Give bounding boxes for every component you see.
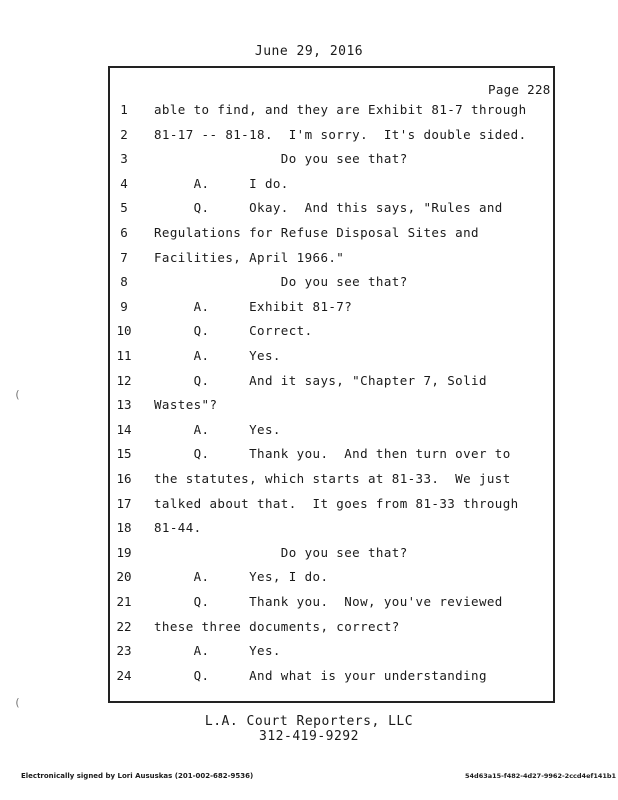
line-number: 4	[120, 175, 128, 191]
line-number: 20	[116, 569, 132, 585]
line-text: Do you see that?	[154, 274, 408, 290]
transcript-line	[0, 348, 618, 368]
page-number: Page 228	[488, 82, 551, 97]
line-text: Facilities, April 1966."	[154, 249, 345, 265]
line-text: 81-44.	[154, 520, 202, 536]
line-number: 18	[116, 520, 132, 536]
line-text: 81-17 -- 81-18. I'm sorry. It's double sided.	[154, 126, 527, 142]
transcript-line	[0, 250, 618, 270]
transcript-line	[0, 323, 618, 343]
scan-mark: (	[14, 696, 21, 709]
esig-right: 54d63a15-f482-4d27-9962-2ccd4ef141b1	[465, 772, 617, 780]
line-number: 21	[116, 594, 132, 609]
line-text: A. Exhibit 81-7?	[154, 298, 353, 314]
line-text: A. I do.	[154, 175, 289, 191]
esig-left: Electronically signed by Lori Aususkas (201-002-682-9536)	[21, 772, 254, 780]
line-number: 2	[120, 126, 128, 142]
transcript-line	[0, 668, 618, 688]
transcript-line	[0, 520, 618, 540]
transcript-line	[0, 225, 618, 245]
line-text: A. Yes.	[154, 421, 281, 437]
line-text: Q. And it says, "Chapter 7, Solid	[154, 372, 487, 388]
line-number: 22	[116, 618, 132, 634]
line-text: able to find, and they are Exhibit 81-7 through	[154, 102, 527, 117]
transcript-line	[0, 619, 618, 639]
line-number: 24	[116, 667, 132, 683]
transcript-line	[0, 373, 618, 393]
transcript-line	[0, 274, 618, 294]
line-number: 8	[120, 274, 128, 290]
transcript-line	[0, 446, 618, 466]
transcript-line	[0, 176, 618, 196]
line-text: Regulations for Refuse Disposal Sites and	[154, 225, 479, 240]
line-number: 23	[116, 643, 132, 659]
line-number: 1	[120, 102, 128, 117]
line-number: 3	[120, 151, 128, 167]
line-text: A. Yes.	[154, 348, 281, 363]
transcript-line	[0, 496, 618, 516]
line-text: Do you see that?	[154, 151, 408, 167]
line-text: A. Yes.	[154, 643, 281, 659]
line-number: 14	[116, 421, 132, 437]
line-number: 17	[116, 495, 132, 511]
line-text: Q. Thank you. Now, you've reviewed	[154, 594, 503, 609]
transcript-line	[0, 643, 618, 663]
line-text: Q. Thank you. And then turn over to	[154, 446, 511, 462]
transcript-line	[0, 127, 618, 147]
transcript-line	[0, 102, 618, 122]
transcript-line	[0, 471, 618, 491]
line-number: 11	[116, 348, 132, 363]
line-number: 7	[120, 249, 128, 265]
transcript-line	[0, 422, 618, 442]
transcript-line	[0, 594, 618, 614]
line-text: the statutes, which starts at 81-33. We just	[154, 471, 511, 486]
line-text: Wastes"?	[154, 397, 218, 413]
transcript-line	[0, 569, 618, 589]
header-date: June 29, 2016	[254, 44, 364, 59]
line-number: 16	[116, 471, 132, 486]
line-number: 13	[116, 397, 132, 413]
line-number: 6	[120, 225, 128, 240]
line-text: Q. Correct.	[154, 323, 313, 339]
line-number: 5	[120, 200, 128, 216]
line-number: 12	[116, 372, 132, 388]
transcript-line	[0, 397, 618, 417]
transcript-line	[0, 545, 618, 565]
transcript-line	[0, 200, 618, 220]
line-number: 10	[116, 323, 132, 339]
footer-phone: 312-419-9292	[259, 729, 359, 744]
line-text: Q. Okay. And this says, "Rules and	[154, 200, 503, 216]
line-text: Q. And what is your understanding	[154, 667, 487, 683]
transcript-line	[0, 299, 618, 319]
line-number: 19	[116, 544, 132, 560]
line-text: A. Yes, I do.	[154, 569, 329, 585]
scan-mark: (	[14, 388, 21, 401]
transcript-line	[0, 151, 618, 171]
footer-company: L.A. Court Reporters, LLC	[204, 714, 414, 729]
line-text: Do you see that?	[154, 544, 408, 560]
line-number: 9	[120, 298, 128, 314]
line-text: these three documents, correct?	[154, 618, 400, 634]
line-text: talked about that. It goes from 81-33 through	[154, 495, 519, 511]
line-number: 15	[116, 446, 132, 462]
